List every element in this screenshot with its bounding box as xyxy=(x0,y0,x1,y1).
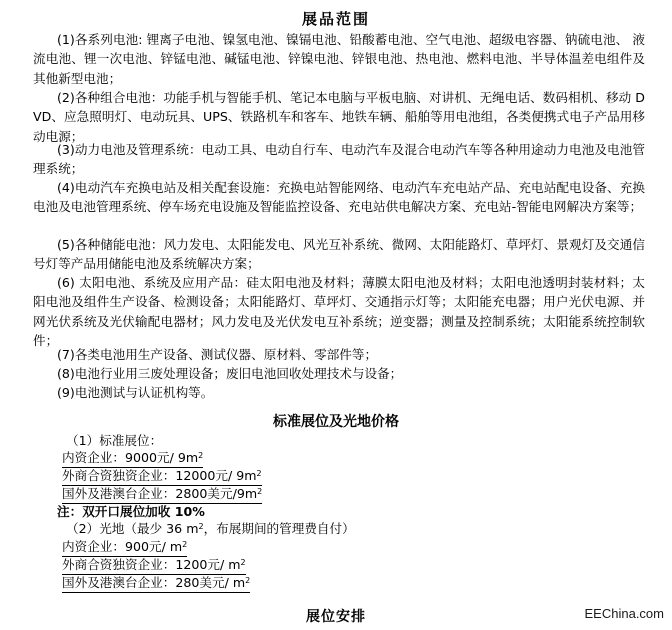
raw-overseas-price xyxy=(62,574,250,593)
scope-item-4: (4)电动汽车充换电站及相关配套设施：充换电站智能网络、电动汽车充电站产品、充电站配电设备、充换电池及电池管理系统、停车场充电设施及智能监控设备、充电站供电解决方案、充电站-智能电网解决方案等； xyxy=(33,180,645,215)
scope-item-8: (8)电池行业用三废处理设备；废旧电池回收处理技术与设备； xyxy=(57,366,403,381)
raw-foreign-label: 外商合资独资企业： xyxy=(62,557,176,572)
standard-foreign-label: 外商合资独资企业： xyxy=(62,468,176,483)
booth-arrangement-title: 展位安排 xyxy=(306,609,366,625)
raw-space-heading-sup: 2 xyxy=(198,522,204,531)
raw-space-heading-pre: （2）光地（最少 36 m xyxy=(66,521,199,536)
raw-foreign-row xyxy=(62,556,246,575)
scope-item-1: (1)各系列电池: 锂离子电池、镍氢电池、镍镉电池、铅酸蓄电池、空气电池、超级电容器、钠硫电池、 液流电池、锂一次电池、锌锰电池、碱锰电池、锌镍电池、锌银电池、热电池、燃料电池、半导体温差电组件及其他新型电池； xyxy=(33,32,645,86)
raw-space-heading xyxy=(66,520,355,538)
raw-domestic-label: 内资企业： xyxy=(62,539,125,554)
standard-domestic-sup: 2 xyxy=(198,451,204,460)
scope-item-6: (6) 太阳电池、系统及应用产品：硅太阳电池及材料；薄膜太阳电池及材料；太阳电池透明封装材料；太阳电池及组件生产设备、检测设备；太阳能路灯、草坪灯、交通指示灯等；太阳能充电器；用户光伏电源、并网光伏系统及光伏输配电器材；风力发电及光伏发电互补系统；逆变器；测量及控制系统；太阳能系统控制软件； xyxy=(33,275,645,349)
scope-item-7: (7)各类电池用生产设备、测试仪器、原材料、零部件等； xyxy=(57,347,378,362)
standard-domestic-price xyxy=(62,449,203,468)
exhibit-scope-title: 展品范围 xyxy=(301,10,370,28)
scope-item-3: (3)动力电池及管理系统：电动工具、电动自行车、电动汽车及混合电动汽车等各种用途动力电池及电池管理系统； xyxy=(33,142,645,177)
raw-overseas-row xyxy=(62,574,250,593)
standard-foreign-sup: 2 xyxy=(256,469,262,478)
raw-foreign-price xyxy=(62,556,246,575)
standard-foreign-price xyxy=(62,467,262,486)
raw-domestic-price xyxy=(62,538,187,557)
raw-overseas-value: 280美元/ m xyxy=(175,575,246,590)
scope-item-5: (5)各种储能电池：风力发电、太阳能发电、风光互补系统、微网、太阳能路灯、草坪灯、景观灯及交通信号灯等产品用储能电池及系统解决方案； xyxy=(33,237,645,272)
raw-overseas-label: 国外及港澳台企业： xyxy=(62,575,176,590)
raw-domestic-sup: 2 xyxy=(182,540,188,549)
standard-foreign-value: 12000元/ 9m xyxy=(175,468,257,483)
raw-foreign-value: 1200元/ m xyxy=(175,557,241,572)
standard-domestic-label: 内资企业： xyxy=(62,450,125,465)
standard-overseas-sup: 2 xyxy=(257,487,263,496)
scope-item-2: (2)各种组合电池：功能手机与智能手机、笔记本电脑与平板电脑、对讲机、无绳电话、数码相机、移动 DVD、应急照明灯、电动玩具、UPS、铁路机车和客车、地铁车辆、船舶等用电池组，各类便携式电子产品用移动电源； xyxy=(33,90,645,144)
standard-overseas-price xyxy=(62,485,262,504)
standard-overseas-value: 2800美元/9m xyxy=(175,486,258,501)
raw-overseas-sup: 2 xyxy=(245,576,251,585)
eechina-watermark: EEChina.com xyxy=(584,606,664,621)
standard-overseas-label: 国外及港澳台企业： xyxy=(62,486,176,501)
double-opening-note: 注：双开口展位加收 10% xyxy=(57,504,205,519)
standard-overseas-row xyxy=(62,485,262,504)
scope-item-9: (9)电池测试与认证机构等。 xyxy=(57,385,214,400)
raw-domestic-value: 900元/ m xyxy=(124,539,183,554)
price-section-title: 标准展位及光地价格 xyxy=(273,414,399,430)
standard-domestic-row xyxy=(62,449,203,468)
standard-domestic-value: 9000元/ 9m xyxy=(124,450,199,465)
raw-domestic-row xyxy=(62,538,187,557)
raw-space-heading-post: ，布展期间的管理费自付） xyxy=(203,521,355,536)
standard-foreign-row xyxy=(62,467,262,486)
raw-foreign-sup: 2 xyxy=(240,558,246,567)
standard-booth-heading: （1）标准展位： xyxy=(66,433,163,448)
